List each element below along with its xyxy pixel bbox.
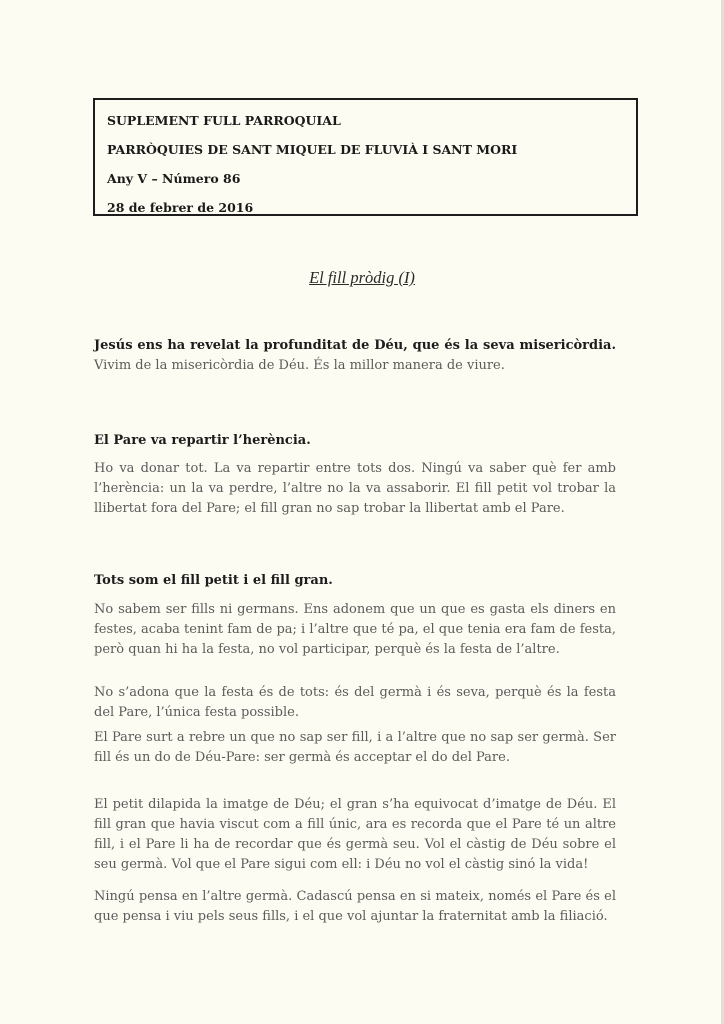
article-title: El fill pròdig (I): [309, 268, 415, 287]
section1: [94, 433, 616, 448]
section2-paragraph-5: Ningú pensa en l’altre germà. Cadascú pensa en si mateix, només el Pare és el que pensa i viu pels seus fills, i el que vol ajuntar la fraternitat amb la filiació.: [94, 889, 616, 924]
intro-text: Vivim de la misericòrdia de Déu. És la millor manera de viure.: [94, 358, 505, 373]
header-box: [93, 98, 638, 216]
intro-bold-text: Jesús ens ha revelat la profunditat de Déu, que és la seva misericòrdia.: [94, 338, 616, 353]
section2-body-1: [94, 600, 616, 660]
section1-paragraph: Ho va donar tot. La va repartir entre tots dos. Ningú va saber què fer amb l’herència: un la va perdre, l’altre no la va assaborir. El fill petit vol trobar la llibertat fora del Pare; el fill gran no sap trobar la llibertat amb el Pare.: [94, 461, 616, 516]
issue-number: Any V – Número 86: [107, 171, 241, 186]
parishes-name: PARRÒQUIES DE SANT MIQUEL DE FLUVIÀ I SANT MORI: [107, 142, 518, 157]
section2-paragraph-1: No sabem ser fills ni germans. Ens adonem que un que es gasta els diners en festes, acaba tenint fam de pa; i l’altre que té pa, el que tenia era fam de festa, però quan hi ha la festa, no vol participar, perquè és la festa de l’altre.: [94, 602, 616, 657]
section2-body-2: [94, 683, 616, 723]
bulletin-name: SUPLEMENT FULL PARROQUIAL: [107, 113, 341, 128]
issue-date: 28 de febrer de 2016: [107, 200, 254, 215]
section2: [94, 573, 616, 588]
section2-paragraph-2: No s’adona que la festa és de tots: és del germà i és seva, perquè és la festa del Pare, l’única festa possible.: [94, 685, 616, 720]
intro-paragraph: [94, 336, 616, 376]
section2-body-3: [94, 728, 616, 768]
section2-body-4: [94, 795, 616, 875]
section2-paragraph-3: El Pare surt a rebre un que no sap ser fill, i a l’altre que no sap ser germà. Ser fill és un do de Déu-Pare: ser germà és acceptar el do del Pare.: [94, 730, 616, 765]
section1-heading: El Pare va repartir l’herència.: [94, 433, 311, 448]
section2-heading: Tots som el fill petit i el fill gran.: [94, 573, 333, 588]
section1-body: [94, 459, 616, 519]
section2-paragraph-4: El petit dilapida la imatge de Déu; el gran s’ha equivocat d’imatge de Déu. El fill gran que havia viscut com a fill únic, ara es recorda que el Pare té un altre fill, i el Pare li ha de recordar que és germà seu. Vol el càstig de Déu sobre el seu germà. Vol que el Pare sigui com ell: i Déu no vol el càstig sinó la vida!: [94, 797, 616, 872]
section2-body-5: [94, 887, 616, 927]
